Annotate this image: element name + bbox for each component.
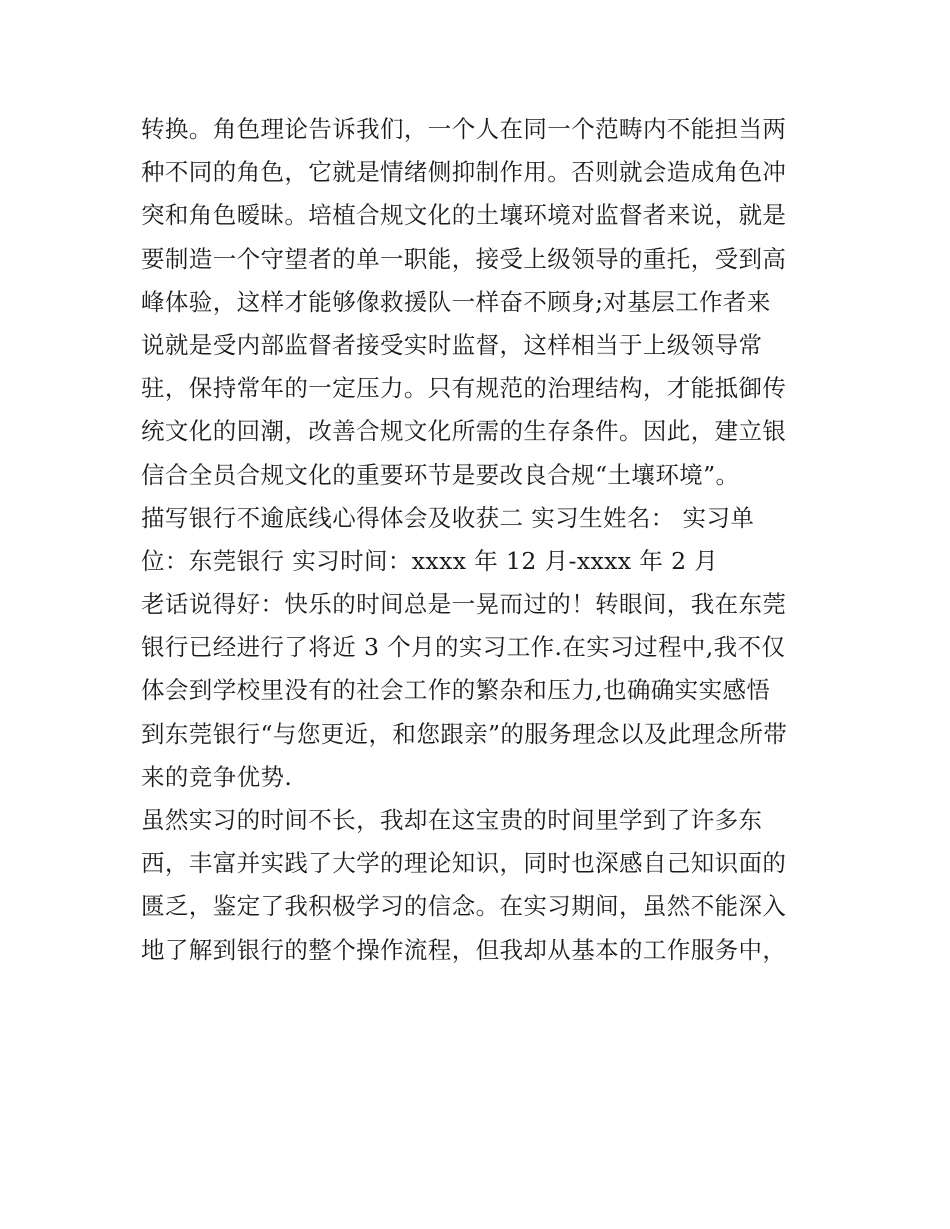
text-line: 转换。角色理论告诉我们，一个人在同一个范畴内不能担当两 [141, 115, 787, 143]
text-line: 到东莞银行“与您更近，和您跟亲”的服务理念以及此理念所带 [141, 719, 788, 748]
text-line: 老话说得好：快乐的时间总是一晃而过的！转眼间，我在东莞 [141, 590, 787, 619]
section-heading-line: 位：东莞银行 实习时间：xxxx 年 12 月-xxxx 年 2 月 [141, 546, 719, 575]
text-line: 统文化的回潮，改善合规文化所需的生存条件。因此，建立银 [141, 417, 787, 446]
text-line: 来的竞争优势. [141, 762, 293, 791]
text-line: 峰体验，这样才能够像救援队一样奋不顾身;对基层工作者来 [141, 287, 771, 316]
text-line: 突和角色暧昧。培植合规文化的土壤环境对监督者来说，就是 [141, 201, 787, 230]
text-line: 说就是受内部监督者接受实时监督，这样相当于上级领导常 [141, 330, 763, 359]
text-line: 种不同的角色，它就是情绪侧抑制作用。否则就会造成角色冲 [141, 158, 787, 187]
section-heading-line: 描写银行不逾底线心得体会及收获二 实习生姓名： 实习单 [141, 503, 755, 532]
text-line: 匮乏，鉴定了我积极学习的信念。在实习期间，虽然不能深入 [141, 892, 787, 921]
body-text [141, 108, 821, 972]
text-line: 信合全员合规文化的重要环节是要改良合规“土壤环境”。 [141, 460, 740, 489]
text-line: 虽然实习的时间不长，我却在这宝贵的时间里学到了许多东 [141, 806, 763, 834]
text-line: 体会到学校里没有的社会工作的繁杂和压力,也确确实实感悟 [141, 676, 771, 705]
text-line: 地了解到银行的整个操作流程，但我却从基本的工作服务中， [141, 935, 787, 964]
text-line: 要制造一个守望者的单一职能，接受上级领导的重托，受到高 [141, 244, 787, 273]
text-line: 西，丰富并实践了大学的理论知识，同时也深感自己知识面的 [141, 849, 787, 878]
text-line: 银行已经进行了将近 3 个月的实习工作.在实习过程中,我不仅 [141, 633, 786, 662]
text-line: 驻，保持常年的一定压力。只有规范的治理结构，才能抵御传 [141, 374, 787, 403]
